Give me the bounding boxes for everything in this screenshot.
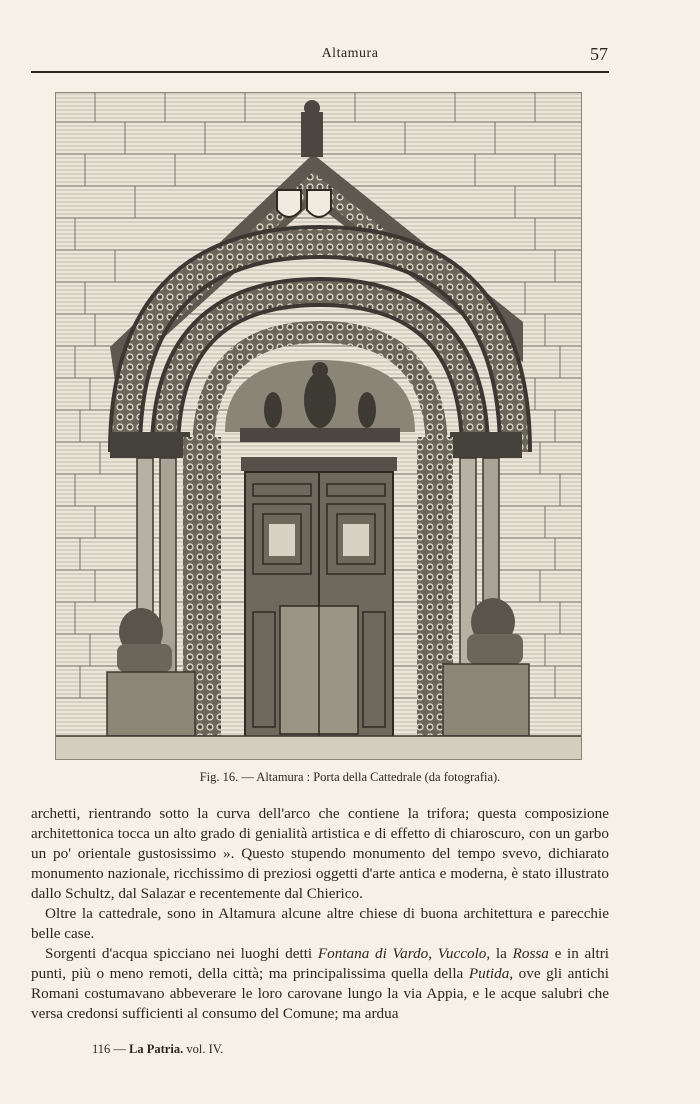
footer-signature — [92, 1042, 223, 1057]
cathedral-portal-engraving — [55, 92, 582, 760]
journal-title: La Patria. — [129, 1042, 184, 1056]
page-number: 57 — [590, 44, 608, 64]
place-name: Rossa — [512, 945, 549, 962]
place-name: Fontana di Vardo — [317, 945, 429, 962]
place-name: Vuccolo — [437, 945, 487, 962]
place-name: Putida — [468, 965, 510, 982]
journal-volume: vol. IV. — [183, 1042, 224, 1056]
body-text — [31, 804, 609, 1024]
signature-number: 116 — — [92, 1042, 130, 1056]
paragraph-3-text-c: , ove gli antichi Romani costumavano abbeverare le loro carovane lungo la via Appia, e le acque salubri che versa credonsi sufficienti al consumo del Comune; ma ardua — [31, 965, 609, 1022]
paragraph-3-text-a: Sorgenti d'acqua spicciano nei luoghi detti — [45, 945, 318, 962]
paragraph-2: Oltre la cattedrale, sono in Altamura alcune altre chiese di buona architettura e parecchie belle case. — [31, 905, 609, 942]
separator: , — [428, 945, 438, 962]
paragraph-3 — [31, 944, 609, 1024]
separator: , la — [486, 945, 513, 962]
running-title: Altamura — [321, 46, 379, 61]
paragraph-3-text-b: e in altri punti, più o meno remoti, della città; ma principalissima quella della — [31, 945, 609, 982]
paragraph-1: archetti, rientrando sotto la curva dell'arco che contiene la trifora; questa composizione architettonica tocca un alto grado di genialità artistica e di effetto di chiaroscuro, con un garbo un po' orientale gustosissimo ». Questo stupendo monumento del tempo svevo, dichiarato monumento nazionale, ricchissimo di preziosi oggetti d'arte antica e moderna, è stato illustrato dallo Schultz, dal Salazar e recentemente dal Chierico. — [31, 805, 609, 902]
header-rule — [31, 71, 609, 73]
figure-caption: Fig. 16. — Altamura : Porta della Cattedrale (da fotografia). — [199, 770, 501, 784]
